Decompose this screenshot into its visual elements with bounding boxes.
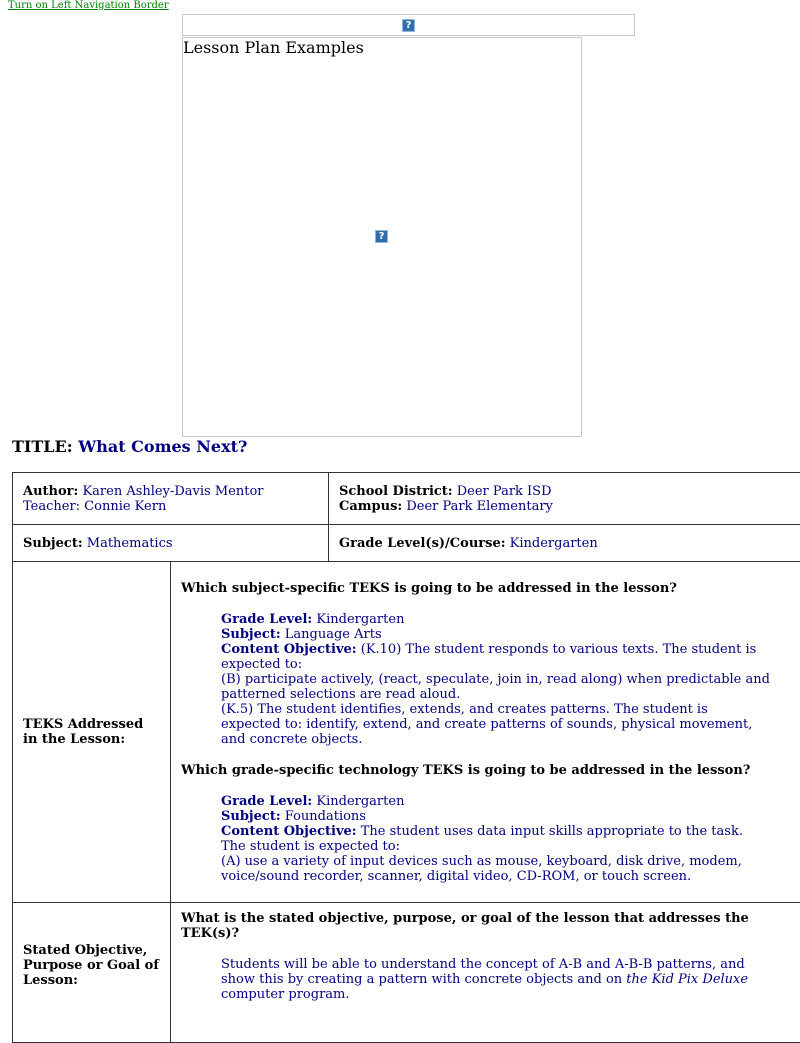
title-value: What Comes Next? [78, 437, 247, 456]
s2-subject-value: Foundations [285, 809, 366, 824]
s2-grade-value: Kindergarten [316, 794, 404, 809]
subject-cell [13, 525, 329, 562]
s1-objective-text-2: (B) participate actively, (react, speculate, join in, read along) when predictable and patterned selections are read aloud. [221, 672, 770, 702]
grade-label: Grade Level(s)/Course: [339, 536, 506, 551]
broken-image-icon: ? [375, 230, 388, 243]
objective-text-2: computer program. [221, 987, 350, 1002]
objective-row-label [13, 903, 171, 1043]
teks-label-line-2: in the Lesson: [23, 732, 125, 747]
lesson-plan-table [12, 472, 800, 1043]
teks-content-cell [171, 562, 800, 903]
subject-value: Mathematics [87, 536, 173, 551]
table-row [13, 473, 800, 525]
frame-title: Lesson Plan Examples [183, 38, 364, 57]
campus-label: Campus: [339, 499, 402, 514]
s2-subject-label: Subject: [221, 809, 281, 824]
left-navigation-border-link[interactable]: Turn on Left Navigation Border [8, 0, 169, 11]
lesson-title [12, 437, 247, 456]
table-row [13, 903, 800, 1043]
table-row [13, 562, 800, 903]
objective-text-italic: the Kid Pix Deluxe [626, 972, 748, 987]
grade-cell [329, 525, 800, 562]
grade-value: Kindergarten [510, 536, 598, 551]
subject-teks-question: Which subject-specific TEKS is going to be addressed in the lesson? [181, 581, 771, 596]
s2-objective-text-2: (A) use a variety of input devices such as mouse, keyboard, disk drive, modem, voice/sound recorder, scanner, digital video, CD-ROM, or touch screen. [221, 854, 742, 884]
s2-grade-label: Grade Level: [221, 794, 312, 809]
s1-objective-text-1: (K.10) The student responds to various texts. The student is expected to: [221, 642, 756, 672]
teacher-line: Teacher: Connie Kern [23, 499, 166, 514]
technology-teks-block [221, 794, 771, 884]
campus-value: Deer Park Elementary [406, 499, 553, 514]
s1-objective-label: Content Objective: [221, 642, 357, 657]
s1-subject-label: Subject: [221, 627, 281, 642]
district-cell [329, 473, 800, 525]
s1-subject-value: Language Arts [285, 627, 382, 642]
s2-objective-label: Content Objective: [221, 824, 357, 839]
subject-teks-block [221, 612, 771, 747]
author-cell [13, 473, 329, 525]
objective-text-block [221, 957, 771, 1002]
lesson-plan-examples-frame [182, 37, 582, 437]
s1-grade-label: Grade Level: [221, 612, 312, 627]
district-label: School District: [339, 484, 453, 499]
district-value: Deer Park ISD [457, 484, 552, 499]
s2-objective-text-1: The student uses data input skills appropriate to the task. The student is expected to: [221, 824, 743, 854]
objective-text-1: Students will be able to understand the concept of A-B and A-B-B patterns, and show this by creating a pattern with concrete objects and on [221, 957, 745, 987]
objective-label: Stated Objective, Purpose or Goal of Lesson: [23, 943, 159, 988]
subject-label: Subject: [23, 536, 83, 551]
teks-label-line-1: TEKS Addressed [23, 717, 143, 732]
teks-row-label [13, 562, 171, 903]
objective-content-cell [171, 903, 800, 1043]
author-label: Author: [23, 484, 78, 499]
s1-grade-value: Kindergarten [316, 612, 404, 627]
title-label: TITLE: [12, 437, 73, 456]
table-row [13, 525, 800, 562]
s1-objective-text-3: (K.5) The student identifies, extends, and creates patterns. The student is expected to: identify, extend, and create patterns of sounds, physical movement, and concrete objects. [221, 702, 752, 747]
author-value: Karen Ashley-Davis Mentor [82, 484, 263, 499]
technology-teks-question: Which grade-specific technology TEKS is going to be addressed in the lesson? [181, 763, 771, 778]
objective-question: What is the stated objective, purpose, or goal of the lesson that addresses the TEK(s)? [181, 911, 771, 941]
top-banner-frame [182, 14, 635, 36]
broken-image-icon: ? [402, 19, 415, 32]
